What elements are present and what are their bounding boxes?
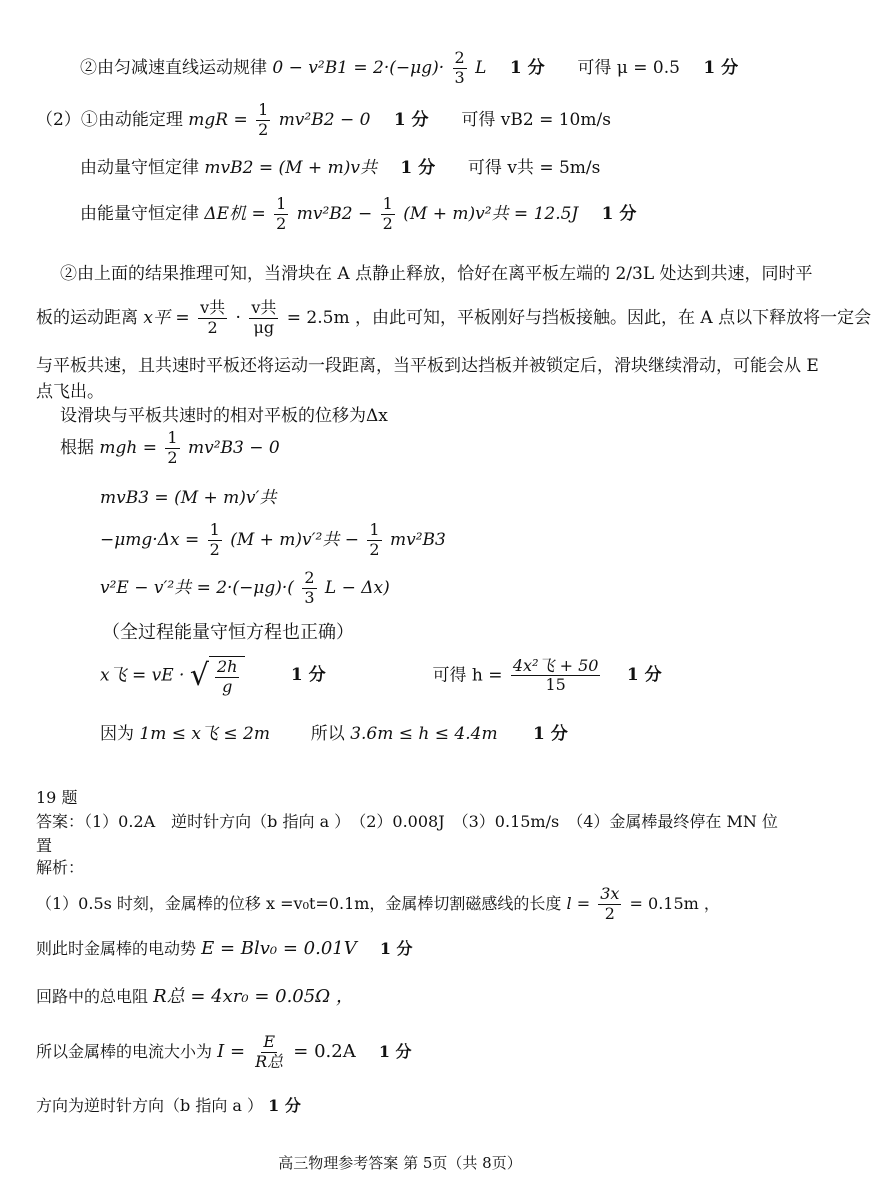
denominator: g (222, 676, 233, 696)
denominator: 2 (382, 213, 393, 233)
solution-step-1 (36, 886, 720, 923)
equation: v²E − v′²共 = 2·(−μg)·( (100, 577, 294, 598)
fraction (453, 50, 467, 87)
question-19-answer: 答案：（1）0.2A 逆时针方向（b 指向 a ） （2）0.008J （3）0.15m/s （4）金属棒最终停在 MN 位 (36, 812, 778, 831)
label: 由能量守恒定律 (80, 203, 199, 224)
equation: x飞 = vE · (100, 665, 185, 686)
fraction (598, 886, 621, 923)
denominator: 2 (258, 119, 269, 139)
score: 1 分 (626, 665, 662, 686)
equation: mgR = (188, 109, 248, 130)
page-footer: 高三物理参考答案 第 5页（共 8页） (278, 1154, 522, 1172)
paragraph-line-plate-distance (36, 300, 871, 337)
result: 可得 h = (432, 665, 503, 686)
denominator: 2 (604, 903, 615, 923)
fraction (367, 522, 381, 559)
numerator: 2 (304, 568, 315, 587)
question-19-answer-continued: 置 (36, 836, 53, 855)
solution-step-3 (36, 986, 354, 1008)
line-range-conclusion (100, 724, 568, 744)
fraction (256, 102, 270, 139)
line-kinematics-equation (100, 570, 390, 607)
text: 因为 (100, 724, 134, 744)
equation: 0 − v²B1 = 2·(−μg)· (272, 57, 445, 78)
equation-tail: L − Δx) (324, 577, 390, 598)
fraction (253, 1034, 285, 1071)
result: 可得 μ = 0.5 (577, 57, 680, 78)
text: 则此时金属棒的电动势 (36, 939, 197, 958)
score: 1 分 (268, 1096, 301, 1115)
score: 1 分 (393, 109, 429, 130)
line-friction-work-equation (100, 522, 446, 559)
text: 回路中的总电阻 (36, 987, 149, 1006)
text: = 0.15m ， (629, 893, 720, 913)
paragraph-line: 与平板共速，且共速时平板还将运动一段距离，当平板到达挡板并被锁定后，滑块继续滑动，可能会从 E (36, 356, 819, 376)
score: 1 分 (703, 57, 739, 78)
numerator: 4x²飞 + 50 (512, 655, 599, 675)
inequality: 1m ≤ x飞 ≤ 2m (139, 724, 270, 744)
equation: l = (566, 893, 591, 913)
denominator: R总 (255, 1051, 284, 1071)
numerator: 1 (167, 428, 178, 447)
fraction (198, 300, 227, 337)
numerator: 1 (258, 100, 269, 119)
text: 板的运动距离 (36, 307, 138, 328)
numerator: 2h (217, 657, 238, 676)
text: 所以 (310, 724, 345, 744)
solution-step-4 (36, 1034, 412, 1071)
fraction (208, 522, 222, 559)
denominator: 15 (545, 675, 566, 695)
inequality: 3.6m ≤ h ≤ 4.4m (350, 724, 498, 744)
analysis-label: 解析： (36, 858, 85, 877)
equation: E = Blv₀ = 0.01V (201, 938, 357, 959)
numerator: v共 (251, 298, 277, 317)
numerator: 1 (276, 194, 287, 213)
text: 所以金属棒的电流大小为 (36, 1041, 213, 1061)
fraction (249, 300, 278, 337)
text: 方向为逆时针方向（b 指向 a ） (36, 1096, 264, 1115)
result: 可得 v共 = 5m/s (467, 158, 601, 178)
label: ②由匀减速直线运动规律 (80, 57, 267, 78)
fraction (215, 659, 239, 696)
equation: ΔE机 = (204, 203, 266, 224)
denominator: 2 (369, 539, 380, 559)
equation-mid: (M + m)v′²共 − (230, 529, 359, 550)
equation: x平 = (143, 307, 190, 328)
equation: I = (217, 1040, 246, 1062)
fraction (302, 570, 316, 607)
label: （2）①由动能定理 (36, 109, 183, 130)
line-uniform-deceleration (80, 50, 738, 87)
line-projectile-result (100, 656, 662, 696)
equation: mgh = (99, 437, 158, 458)
score: 1 分 (290, 665, 326, 686)
multiply-dot: · (235, 307, 241, 328)
denominator: 2 (209, 539, 220, 559)
solution-step-2 (36, 938, 413, 960)
score: 1 分 (601, 203, 637, 224)
line-momentum-conservation (80, 158, 600, 178)
numerator: E (263, 1032, 275, 1051)
equation: mvB2 = (M + m)v共 (204, 158, 377, 178)
equation-tail: (M + m)v²共 = 12.5J (403, 203, 579, 224)
fraction (511, 655, 601, 695)
numerator: v共 (200, 298, 226, 317)
label: 由动量守恒定律 (80, 158, 199, 178)
line-momentum-equation: mvB3 = (M + m)v′共 (100, 488, 277, 508)
score: 1 分 (379, 939, 413, 958)
equation-tail: mv²B3 (390, 529, 446, 550)
score: 1 分 (532, 724, 568, 744)
score: 1 分 (400, 158, 436, 178)
question-19-title: 19 题 (36, 788, 78, 807)
equation-tail: L (475, 57, 487, 78)
equation: R总 = 4xr₀ = 0.05Ω ， (153, 986, 354, 1007)
score: 1 分 (509, 57, 545, 78)
label: 根据 (60, 437, 94, 458)
denominator: 2 (167, 447, 178, 467)
paragraph-line: 点飞出。 (36, 382, 104, 402)
line-energy-conservation (80, 196, 636, 233)
fraction (381, 196, 395, 233)
square-root (190, 656, 246, 696)
equation-tail: mv²B3 − 0 (188, 437, 280, 458)
denominator: 2 (276, 213, 287, 233)
paragraph-line: ②由上面的结果推理可知，当滑块在 A 点静止释放，恰好在离平板左端的 2/3L 处达到共速，同时平 (60, 264, 813, 284)
equation-mid: mv²B2 − (296, 203, 373, 224)
denominator: μg (253, 317, 275, 337)
numerator: 3x (600, 884, 620, 903)
numerator: 2 (454, 48, 465, 67)
numerator: 1 (369, 520, 380, 539)
fraction (165, 430, 179, 467)
result: 可得 vB2 = 10m/s (461, 109, 611, 130)
paragraph-line: 设滑块与平板共速时的相对平板的位移为Δx (60, 406, 388, 426)
denominator: 2 (207, 317, 218, 337)
line-energy-equation (60, 430, 280, 467)
solution-step-5 (36, 1096, 301, 1115)
fraction (274, 196, 288, 233)
denominator: 3 (454, 67, 465, 87)
denominator: 3 (304, 587, 315, 607)
numerator: 1 (382, 194, 393, 213)
note-alternative-method: （全过程能量守恒方程也正确） (102, 622, 354, 643)
score: 1 分 (378, 1041, 412, 1061)
text: （1）0.5s 时刻，金属棒的位移 x =v₀t=0.1m，金属棒切割磁感线的长度 (36, 893, 562, 913)
radical-sign: √ (189, 657, 209, 693)
line-kinetic-energy-theorem (36, 102, 611, 139)
equation-tail: mv²B2 − 0 (278, 109, 371, 130)
numerator: 1 (209, 520, 220, 539)
text: = 2.5m ，由此可知，平板刚好与挡板接触。因此，在 A 点以下释放将一定会 (286, 307, 871, 328)
equation: −μmg·Δx = (100, 529, 200, 550)
text: = 0.2A (293, 1040, 356, 1062)
